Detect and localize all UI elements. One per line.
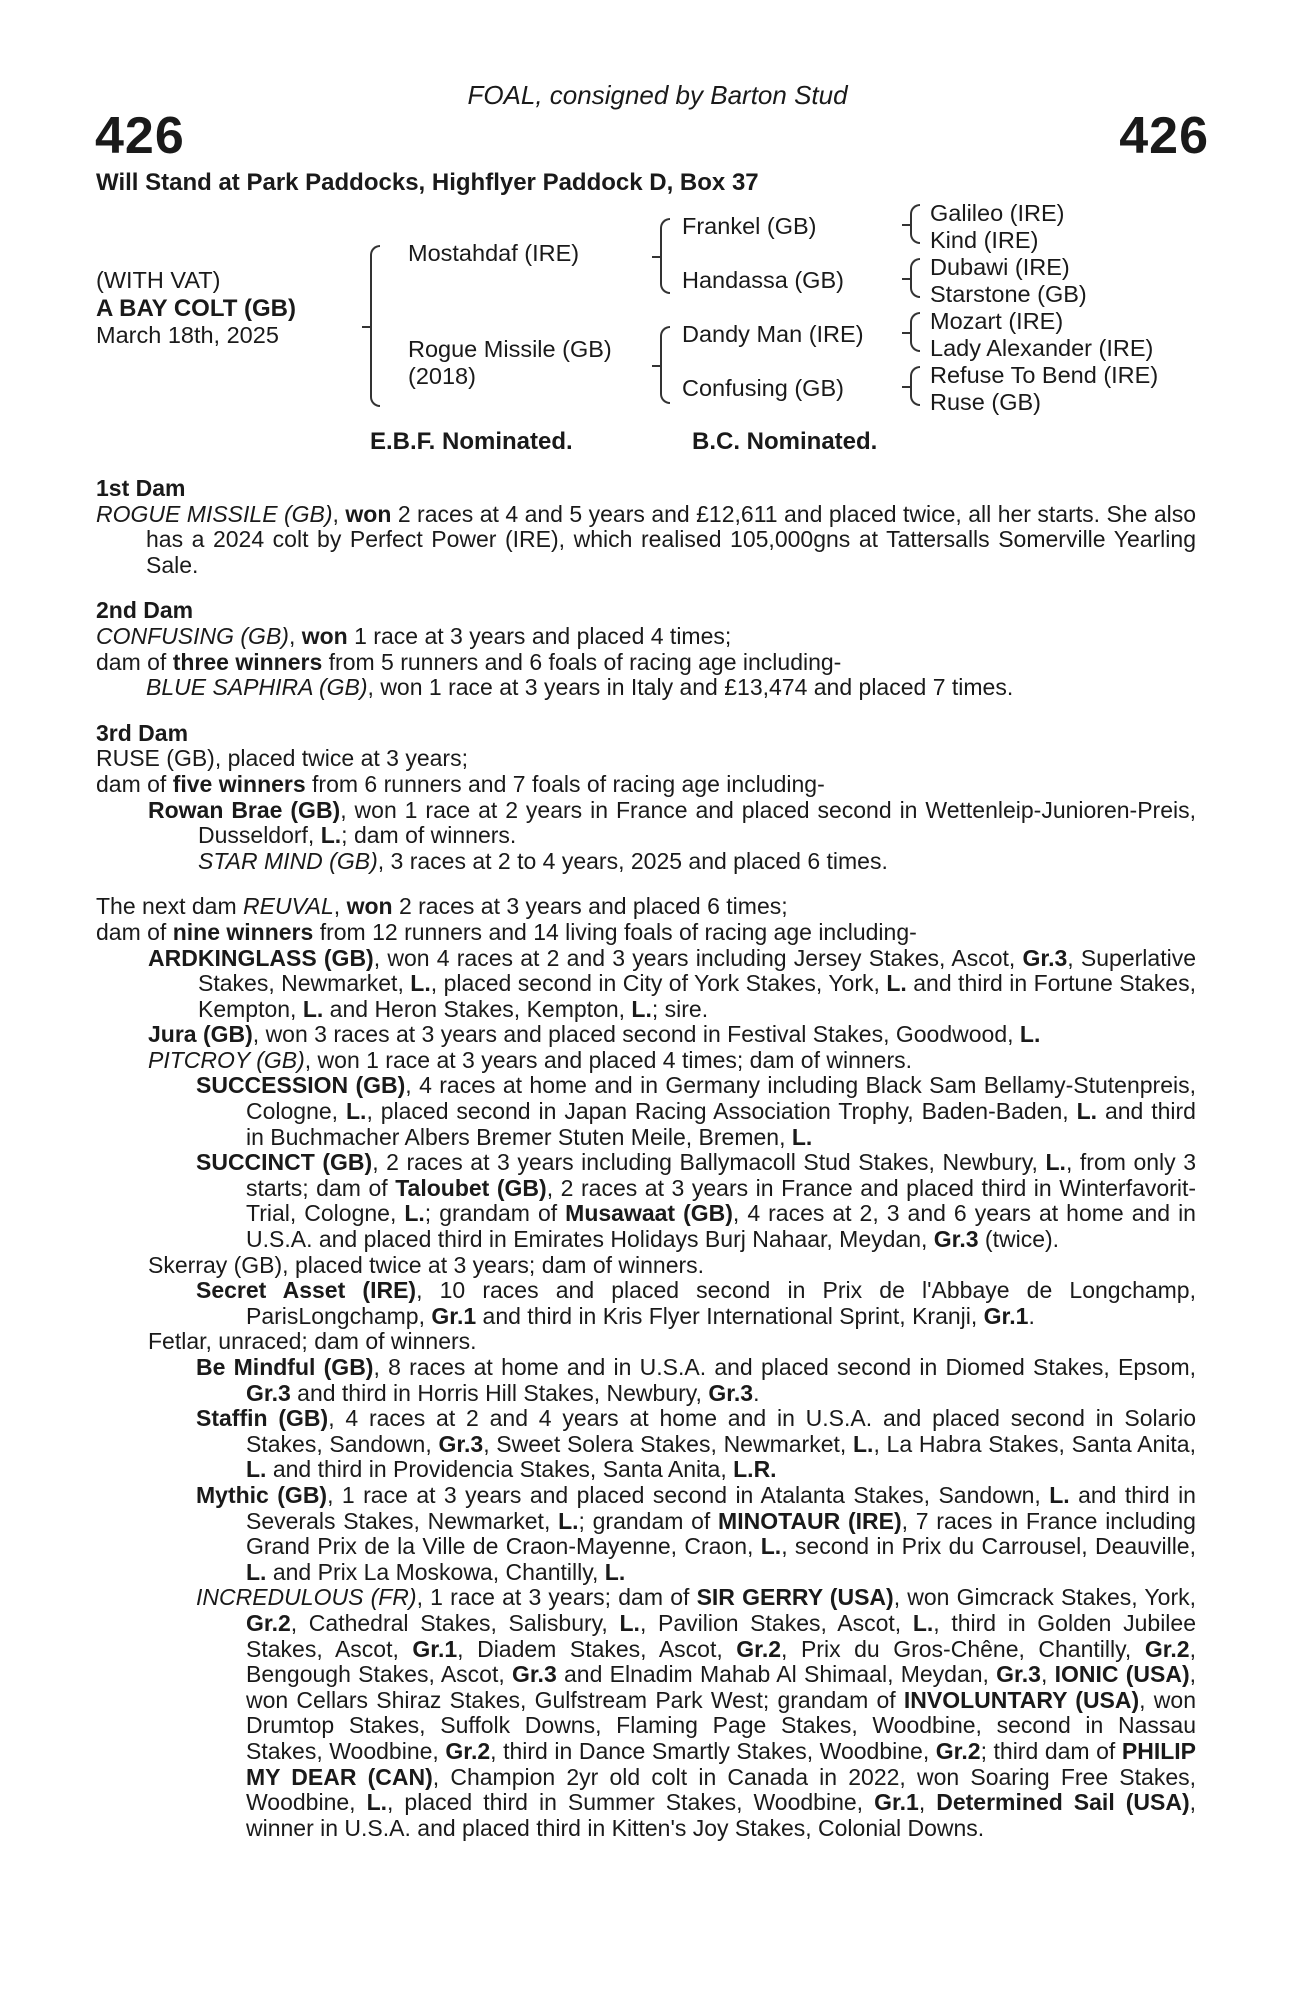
colt-name: A BAY COLT (GB) bbox=[96, 295, 297, 322]
sire-name: Mostahdaf (IRE) bbox=[408, 240, 580, 266]
entry-succinct: SUCCINCT (GB), 2 races at 3 years including Ballymacoll Stud Stakes, Newbury, L., from only 3 starts; dam of Taloubet (GB), 2 races at 3 years in France and placed third in Winterfavorit-Trial, Cologne, L.; grandam of Musawaat (GB), 4 races at 2, 3 and 6 years at home and in U.S.A. and placed third in Emirates Holidays Burj Nahaar, Meydan, Gr.3 (twice). bbox=[196, 1149, 1196, 1253]
next-dam-produce: dam of nine winners from 12 runners and 14 living foals of racing age including- bbox=[96, 918, 917, 945]
page-header: FOAL, consigned by Barton Stud bbox=[467, 80, 848, 110]
third-dam-progeny-2: STAR MIND (GB), 3 races at 2 to 4 years, 2025 and placed 6 times. bbox=[198, 847, 888, 874]
ancestor-6: Lady Alexander (IRE) bbox=[930, 335, 1154, 361]
entry-secret-asset: Secret Asset (IRE), 10 races and placed second in Prix de l'Abbaye de Longchamp, ParisLongchamp, Gr.1 and third in Kris Flyer International Sprint, Kranji, Gr.1. bbox=[196, 1277, 1196, 1329]
brace-sire bbox=[660, 218, 670, 294]
entry-be-mindful: Be Mindful (GB), 8 races at home and in U.S.A. and placed second in Diomed Stakes, Epsom, Gr.3 and third in Horris Hill Stakes, Newbury, Gr.3. bbox=[196, 1354, 1196, 1406]
lot-number-right: 426 bbox=[1119, 107, 1209, 165]
first-dam-heading: 1st Dam bbox=[96, 475, 186, 501]
entry-mythic: Mythic (GB), 1 race at 3 years and placed second in Atalanta Stakes, Sandown, L. and third in Severals Stakes, Newmarket, L.; grandam of MINOTAUR (IRE), 7 races in France including Grand Prix de la Ville de Craon-Mayenne, Craon, L., second in Prix du Carrousel, Deauville, L. and Prix La Moskowa, Chantilly, L. bbox=[196, 1481, 1196, 1585]
second-dam-progeny-1: BLUE SAPHIRA (GB), won 1 race at 3 years in Italy and £13,474 and placed 7 times. bbox=[146, 674, 1014, 701]
ancestor-4: Starstone (GB) bbox=[930, 281, 1087, 307]
brace-g2 bbox=[910, 258, 920, 298]
entry-succession: SUCCESSION (GB), 4 races at home and in Germany including Black Sam Bellamy-Stutenpreis, Cologne, L., placed second in Japan Racing Association Trophy, Baden-Baden, L. and third in Buchmacher Albers Bremer Stuten Meile, Bremen, L. bbox=[196, 1072, 1197, 1150]
next-dam-entry: The next dam REUVAL, won 2 races at 3 years and placed 6 times; bbox=[96, 893, 788, 920]
entry-ardkinglass: ARDKINGLASS (GB), won 4 races at 2 and 3 years including Jersey Stakes, Ascot, Gr.3, Superlative Stakes, Newmarket, L., placed second in City of York Stakes, York, L. and third in Fortune Stakes, Kempton, L. and Heron Stakes, Kempton, L.; sire. bbox=[148, 944, 1196, 1022]
second-dam-heading: 2nd Dam bbox=[96, 597, 194, 624]
third-dam-heading: 3rd Dam bbox=[96, 719, 189, 746]
dam-name: Rogue Missile (GB) bbox=[408, 336, 612, 362]
brace-g3 bbox=[910, 312, 920, 352]
entry-jura: Jura (GB), won 3 races at 3 years and placed second in Festival Stakes, Goodwood, L. bbox=[148, 1021, 1041, 1048]
first-dam-section bbox=[96, 476, 1196, 578]
bc-nominated: B.C. Nominated. bbox=[692, 428, 878, 455]
first-dam-entry: ROGUE MISSILE (GB), won 2 races at 4 and 5 years and £12,611 and placed twice, all her starts. She also has a 2024 colt by Perfect Power (IRE), which realised 105,000gns at Tattersalls Somerville Yearling Sale. bbox=[96, 500, 1197, 578]
sire-dam: Handassa (GB) bbox=[682, 267, 844, 293]
ancestor-5: Mozart (IRE) bbox=[930, 308, 1064, 334]
dam-dam: Confusing (GB) bbox=[682, 375, 844, 401]
ancestor-1: Galileo (IRE) bbox=[930, 200, 1065, 226]
third-dam-produce: dam of five winners from 6 runners and 7 foals of racing age including- bbox=[96, 770, 825, 797]
second-dam-section bbox=[96, 598, 1196, 700]
stand-location: Will Stand at Park Paddocks, Highflyer Paddock D, Box 37 bbox=[96, 169, 759, 196]
ancestor-2: Kind (IRE) bbox=[930, 227, 1039, 253]
entry-pitcroy: PITCROY (GB), won 1 race at 3 years and placed 4 times; dam of winners. bbox=[148, 1046, 913, 1073]
entry-staffin: Staffin (GB), 4 races at 2 and 4 years at home and in U.S.A. and placed second in Solario Stakes, Sandown, Gr.3, Sweet Solera Stakes, Newmarket, L., La Habra Stakes, Santa Anita, L. and third in Providencia Stakes, Santa Anita, L.R. bbox=[196, 1405, 1197, 1483]
foaled-date: March 18th, 2025 bbox=[96, 322, 279, 348]
third-dam-section bbox=[96, 721, 1196, 875]
third-dam-entry: RUSE (GB), placed twice at 3 years; bbox=[96, 745, 468, 772]
ancestor-7: Refuse To Bend (IRE) bbox=[930, 362, 1159, 388]
dam-sire: Dandy Man (IRE) bbox=[682, 321, 864, 347]
brace-gen1 bbox=[370, 245, 380, 407]
ancestor-8: Ruse (GB) bbox=[930, 389, 1041, 415]
ebf-nominated: E.B.F. Nominated. bbox=[370, 428, 573, 455]
brace-g1 bbox=[910, 204, 920, 244]
entry-fetlar: Fetlar, unraced; dam of winners. bbox=[148, 1328, 477, 1355]
lot-number-left: 426 bbox=[95, 107, 185, 165]
next-dam-section bbox=[96, 894, 1196, 1841]
dam-year: (2018) bbox=[408, 363, 476, 389]
second-dam-entry: CONFUSING (GB), won 1 race at 3 years and placed 4 times; bbox=[96, 622, 732, 649]
vat-label: (WITH VAT) bbox=[96, 267, 221, 293]
catalogue-body bbox=[96, 476, 1196, 1841]
ancestor-3: Dubawi (IRE) bbox=[930, 254, 1070, 280]
brace-g4 bbox=[910, 366, 920, 406]
third-dam-progeny-1: Rowan Brae (GB), won 1 race at 2 years in France and placed second in Wettenleip-Junioren-Preis, Dusseldorf, L.; dam of winners. bbox=[148, 796, 1196, 849]
entry-incredulous: INCREDULOUS (FR), 1 race at 3 years; dam of SIR GERRY (USA), won Gimcrack Stakes, York, Gr.2, Cathedral Stakes, Salisbury, L., Pavilion Stakes, Ascot, L., third in Golden Jubilee Stakes, Ascot, Gr.1, Diadem Stakes, Ascot, Gr.2, Prix du Gros-Chêne, Chantilly, Gr.2, Bengough Stakes, Ascot, Gr.3 and Elnadim Mahab Al Shimaal, Meydan, Gr.3, IONIC (USA), won Cellars Shiraz Stakes, Gulfstream Park West; grandam of INVOLUNTARY (USA), won Drumtop Stakes, Suffolk Downs, Flaming Page Stakes, Woodbine, second in Nassau Stakes, Woodbine, Gr.2, third in Dance Smartly Stakes, Woodbine, Gr.2; third dam of PHILIP MY DEAR (CAN), Champion 2yr old colt in Canada in 2022, won Soaring Free Stakes, Woodbine, L., placed third in Summer Stakes, Woodbine, Gr.1, Determined Sail (USA), winner in U.S.A. and placed third in Kitten's Joy Stakes, Colonial Downs. bbox=[196, 1584, 1197, 1841]
sire-sire: Frankel (GB) bbox=[682, 213, 817, 239]
entry-skerray: Skerray (GB), placed twice at 3 years; dam of winners. bbox=[148, 1251, 705, 1278]
brace-dam bbox=[660, 326, 670, 404]
second-dam-produce: dam of three winners from 5 runners and 6 foals of racing age including- bbox=[96, 648, 842, 675]
